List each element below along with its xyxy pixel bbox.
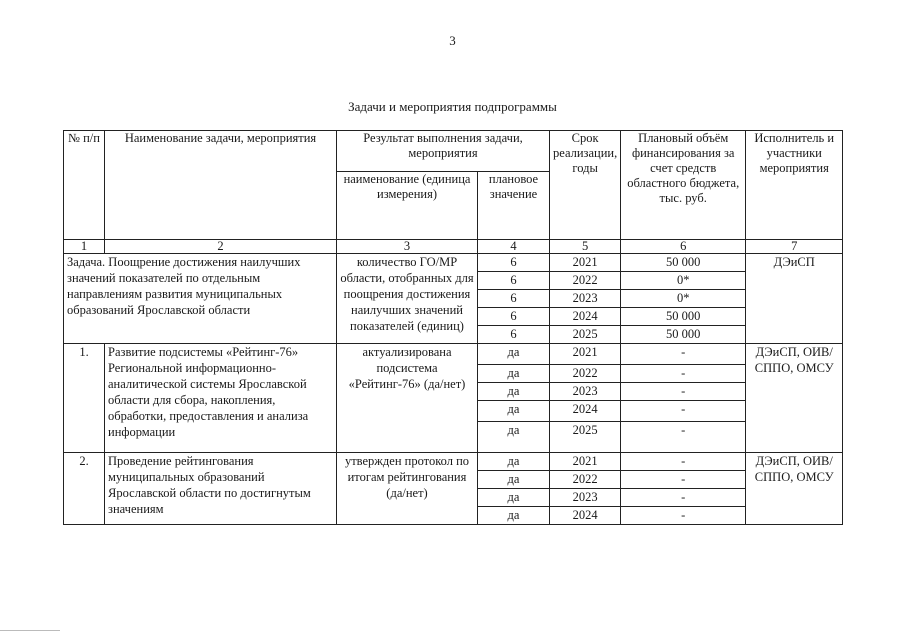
header-executor: Исполнитель и участники мероприятия xyxy=(746,131,843,240)
header-result-plan: плановое значение xyxy=(478,172,550,240)
executor-cell: ДЭиСП, ОИВ/СППО, ОМСУ xyxy=(746,344,843,453)
col-number: 3 xyxy=(337,240,478,254)
finance-cell: 0* xyxy=(621,290,746,308)
task-name-cell: Задача. Поощрение достижения наилучших значений показателей по отдельным направлениям развития муниципальных образований Ярославской области xyxy=(64,254,337,344)
column-numbers-row xyxy=(64,240,843,254)
plan-value-cell: 6 xyxy=(478,272,550,290)
year-cell: 2023 xyxy=(550,489,621,507)
col-number: 5 xyxy=(550,240,621,254)
header-num: № п/п xyxy=(64,131,105,240)
year-cell: 2022 xyxy=(550,471,621,489)
col-number: 1 xyxy=(64,240,105,254)
task-name-cell: Проведение рейтингования муниципальных образований Ярославской области по достигнутым значениям xyxy=(105,453,337,525)
year-cell: 2024 xyxy=(550,507,621,525)
plan-value-cell: 6 xyxy=(478,254,550,272)
col-number: 2 xyxy=(105,240,337,254)
header-name: Наименование задачи, мероприятия xyxy=(105,131,337,240)
year-cell: 2021 xyxy=(550,254,621,272)
plan-value-cell: 6 xyxy=(478,308,550,326)
header-result-name: наименование (единица измерения) xyxy=(337,172,478,240)
result-name-cell: утвержден протокол по итогам рейтингования (да/нет) xyxy=(337,453,478,525)
plan-value-cell: да xyxy=(478,507,550,525)
col-number: 4 xyxy=(478,240,550,254)
year-cell: 2021 xyxy=(550,453,621,471)
year-cell: 2023 xyxy=(550,290,621,308)
plan-value-cell: да xyxy=(478,422,550,453)
year-cell: 2025 xyxy=(550,422,621,453)
year-cell: 2022 xyxy=(550,365,621,383)
plan-value-cell: 6 xyxy=(478,326,550,344)
finance-cell: - xyxy=(621,489,746,507)
finance-cell: - xyxy=(621,453,746,471)
page-number: 3 xyxy=(449,33,456,48)
header-result: Результат выполнения задачи, мероприятия xyxy=(337,131,550,172)
year-cell: 2024 xyxy=(550,401,621,422)
row-number-cell: 1. xyxy=(64,344,105,453)
year-cell: 2024 xyxy=(550,308,621,326)
year-cell: 2021 xyxy=(550,344,621,365)
result-name-cell: актуализирована подсистема «Рейтинг-76» (да/нет) xyxy=(337,344,478,453)
row-number-cell: 2. xyxy=(64,453,105,525)
footer-rule xyxy=(0,630,60,631)
year-cell: 2025 xyxy=(550,326,621,344)
year-cell: 2023 xyxy=(550,383,621,401)
finance-cell: - xyxy=(621,471,746,489)
document-title: Задачи и мероприятия подпрограммы xyxy=(348,99,557,114)
table-row xyxy=(64,453,843,471)
plan-value-cell: 6 xyxy=(478,290,550,308)
plan-value-cell: да xyxy=(478,344,550,365)
table-row xyxy=(64,344,843,365)
header-finance: Плановый объём финансирования за счет средств областного бюджета, тыс. руб. xyxy=(621,131,746,240)
finance-cell: - xyxy=(621,422,746,453)
result-name-cell: количество ГО/МР области, отобранных для поощрения достижения наилучших значений показателей (единиц) xyxy=(337,254,478,344)
plan-value-cell: да xyxy=(478,365,550,383)
table-row xyxy=(64,254,843,272)
finance-cell: - xyxy=(621,344,746,365)
year-cell: 2022 xyxy=(550,272,621,290)
executor-cell: ДЭиСП xyxy=(746,254,843,344)
finance-cell: 50 000 xyxy=(621,308,746,326)
plan-value-cell: да xyxy=(478,489,550,507)
finance-cell: - xyxy=(621,365,746,383)
finance-cell: 0* xyxy=(621,272,746,290)
plan-value-cell: да xyxy=(478,471,550,489)
task-name-cell: Развитие подсистемы «Рейтинг-76» Региональной информационно-аналитической системы Ярославской области для сбора, накопления, обработки, предоставления и анализа информации xyxy=(105,344,337,453)
finance-cell: - xyxy=(621,401,746,422)
plan-value-cell: да xyxy=(478,453,550,471)
finance-cell: 50 000 xyxy=(621,326,746,344)
finance-cell: - xyxy=(621,507,746,525)
col-number: 7 xyxy=(746,240,843,254)
finance-cell: - xyxy=(621,383,746,401)
tasks-table xyxy=(63,130,843,525)
header-term: Срок реализации, годы xyxy=(550,131,621,240)
finance-cell: 50 000 xyxy=(621,254,746,272)
col-number: 6 xyxy=(621,240,746,254)
plan-value-cell: да xyxy=(478,401,550,422)
executor-cell: ДЭиСП, ОИВ/СППО, ОМСУ xyxy=(746,453,843,525)
plan-value-cell: да xyxy=(478,383,550,401)
